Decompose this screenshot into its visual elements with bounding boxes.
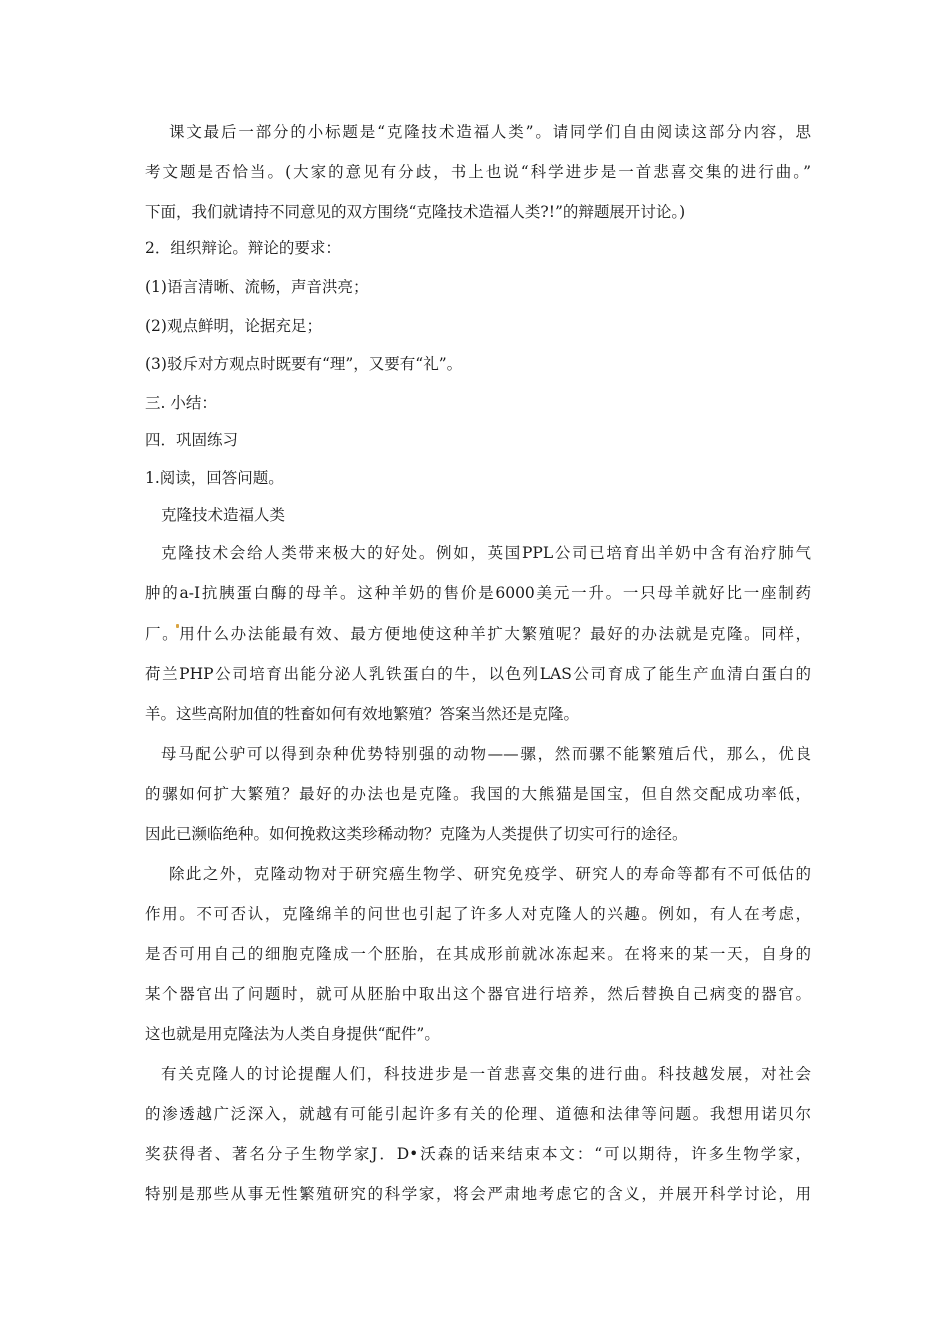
list-item: (1)语言清晰、流畅，声音洪亮； (145, 278, 369, 296)
paragraph-line: 这也就是用克隆法为人类自身提供“配件”。 (145, 1025, 440, 1043)
list-item: (2)观点鲜明，论据充足； (145, 317, 322, 335)
section-item: 2．组织辩论。辩论的要求： (145, 239, 341, 257)
paragraph-line: 母马配公驴可以得到杂种优势特别强的动物——骡，然而骡不能繁殖后代，那么，优良 (161, 745, 811, 763)
section-heading: 四．巩固练习 (145, 431, 239, 449)
article-title: 克隆技术造福人类 (161, 506, 286, 524)
paragraph-line: 下面，我们就请持不同意见的双方围绕“克隆技术造福人类?!”的辩题展开讨论。) (145, 203, 686, 221)
section-heading: 三. 小结： (145, 394, 217, 412)
paragraph-line: 课文最后一部分的小标题是“克隆技术造福人类”。请同学们自由阅读这部分内容，思 (169, 123, 811, 141)
paragraph-line: 有关克隆人的讨论提醒人们，科技进步是一首悲喜交集的进行曲。科技越发展，对社会 (161, 1065, 811, 1083)
paragraph-line: 克隆技术会给人类带来极大的好处。例如，英国PPL公司已培育出羊奶中含有治疗肺气 (161, 544, 811, 562)
list-item: (3)驳斥对方观点时既要有“理”，又要有“礼”。 (145, 355, 463, 373)
paragraph-line: 肿的a-I抗胰蛋白酶的母羊。这种羊奶的售价是6000美元一升。一只母羊就好比一座制药 (145, 584, 811, 602)
paragraph-line: 厂。用什么办法能最有效、最方便地使这种羊扩大繁殖呢？最好的办法就是克隆。同样， (145, 625, 811, 643)
paragraph-line: 奖获得者、著名分子生物学家J．D•沃森的话来结束本文：“可以期待，许多生物学家， (145, 1145, 811, 1163)
paragraph-line: 荷兰PHP公司培育出能分泌人乳铁蛋白的牛，以色列LAS公司育成了能生产血清白蛋白的 (145, 665, 811, 683)
paragraph-line: 特别是那些从事无性繁殖研究的科学家，将会严肃地考虑它的含义，并展开科学讨论，用 (145, 1185, 811, 1203)
paragraph-line: 某个器官出了问题时，就可从胚胎中取出这个器官进行培养，然后替换自己病变的器官。 (145, 985, 811, 1003)
paragraph-line: 的渗透越广泛深入，就越有可能引起许多有关的伦理、道德和法律等问题。我想用诺贝尔 (145, 1105, 811, 1123)
exercise-item: 1.阅读，回答问题。 (145, 469, 284, 487)
paragraph-line: 考文题是否恰当。(大家的意见有分歧，书上也说“科学进步是一首悲喜交集的进行曲。” (145, 163, 811, 181)
paragraph-line: 作用。不可否认，克隆绵羊的问世也引起了许多人对克隆人的兴趣。例如，有人在考虑， (145, 905, 811, 923)
paragraph-line: 的骡如何扩大繁殖？最好的办法也是克隆。我国的大熊猫是国宝，但自然交配成功率低， (145, 785, 811, 803)
paragraph-line: 羊。这些高附加值的牲畜如何有效地繁殖？答案当然还是克隆。 (145, 705, 580, 723)
paragraph-line: 是否可用自己的细胞克隆成一个胚胎，在其成形前就冰冻起来。在将来的某一天，自身的 (145, 945, 811, 963)
paragraph-line: 除此之外，克隆动物对于研究癌生物学、研究免疫学、研究人的寿命等都有不可低估的 (169, 865, 811, 883)
paragraph-line: 因此已濒临绝种。如何挽救这类珍稀动物？克隆为人类提供了切实可行的途径。 (145, 825, 688, 843)
